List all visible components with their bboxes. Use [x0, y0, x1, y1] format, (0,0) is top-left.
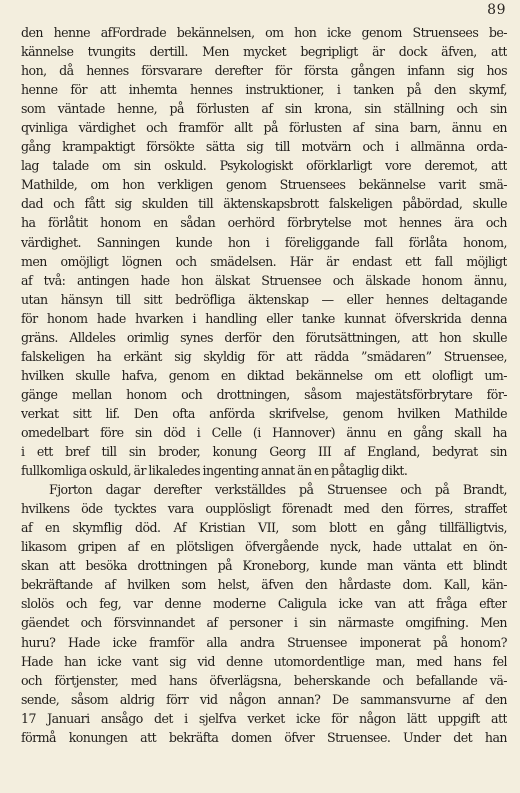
text-line: henne för att inhemta hennes instruktioner, i tanken på den skymf, [21, 82, 507, 98]
text-line: för honom hade hvarken i handling eller tanke kunnat öfverskrida denna [21, 310, 507, 326]
text-line: ha förlåtit honom en sådan oerhörd förbrytelse mot hennes ära och [21, 215, 507, 231]
body-text [21, 23, 507, 747]
text-line: gräns. Alldeles orimlig synes derför den förutsättningen, att hon skulle [21, 329, 507, 345]
text-line: dad och fått sig skulden till äktenskapsbrott falskeligen påbördad, skulle [21, 196, 507, 212]
text-line: i ett bref till sin broder, konung Georg III af England, bedyrat sin [21, 444, 507, 460]
text-line: likasom gripen af en plötsligen öfvergående nyck, hade uttalat en ön- [21, 539, 507, 555]
text-line: och förtjenster, med hans öfverlägsna, beherskande och befallande vä- [21, 672, 507, 688]
text-line: hon, då hennes försvarare derefter för första gången infann sig hos [21, 63, 507, 79]
text-line: Fjorton dagar derefter verkställdes på Struensee och på Brandt, [49, 482, 507, 498]
text-line: huru? Hade icke framför alla andra Struensee imponerat på honom? [21, 634, 507, 650]
text-line: utan hänsyn till sitt bedröfliga äktenskap — eller hennes deltagande [21, 291, 507, 307]
text-line: hvilkens öde tycktes vara oupplösligt förenadt med den förres, straffet [21, 501, 507, 517]
text-line: sende, såsom aldrig förr vid någon annan? De sammansvurne af den [21, 691, 507, 707]
text-line: af en skymflig död. Af Kristian VII, som blott en gång tillfälligtvis, [21, 520, 507, 536]
text-line: af två: antingen hade hon älskat Struensee och älskade honom ännu, [21, 272, 507, 288]
text-line: men omöjligt lögnen och smädelsen. Här är endast ett fall möjligt [21, 253, 507, 269]
text-line: den henne afFordrade bekännelsen, om hon icke genom Struensees be- [21, 25, 507, 40]
page-number: 89 [487, 2, 506, 18]
text-line: värdighet. Sanningen kunde hon i föreliggande fall förlåta honom, [21, 234, 507, 250]
text-line: qvinliga värdighet och framför allt på förlusten af sina barn, ännu en [21, 120, 507, 136]
text-line: 17 Januari ansågo det i sjelfva verket icke för någon lätt uppgift att [21, 710, 507, 726]
text-line: slolös och feg, var denne moderne Caligula icke van att fråga efter [21, 596, 507, 612]
text-line: kännelse tvungits dertill. Men mycket begripligt är dock äfven, att [21, 44, 507, 60]
text-line: förmå konungen att bekräfta domen öfver Struensee. Under det han [21, 729, 507, 745]
text-line: gång krampaktigt försökte sätta sig till motvärn och i allmänna orda- [21, 139, 507, 155]
text-line: lag talade om sin oskuld. Psykologiskt oförklarligt vore deremot, att [21, 158, 507, 174]
text-line: Hade han icke vant sig vid denne utomordentlige man, med hans fel [21, 653, 507, 669]
text-line: skan att besöka drottningen på Kroneborg, kunde man vänta ett blindt [21, 558, 507, 574]
text-line: Mathilde, om hon verkligen genom Struensees bekännelse varit smä- [21, 177, 507, 193]
text-line: fullkomliga oskuld, är likaledes ingenting annat än en påtaglig dikt. [21, 463, 408, 479]
text-line: hvilken skulle hafva, genom en diktad bekännelse om ett olofligt um- [21, 367, 507, 383]
text-line: gänge mellan honom och drottningen, såsom majestätsförbrytare för- [21, 386, 507, 402]
text-line: omedelbart före sin död i Celle (i Hannover) ännu en gång skall ha [21, 424, 507, 440]
text-line: verkat sitt lif. Den ofta anförda skrifvelse, genom hvilken Mathilde [21, 405, 507, 421]
text-line: som väntade henne, på förlusten af sin krona, sin ställning och sin [21, 101, 507, 117]
text-line: bekräftande af hvilken som helst, äfven den hårdaste dom. Kall, kän- [21, 577, 507, 593]
text-line: falskeligen ha erkänt sig skyldig för att rädda ”smädaren” Struensee, [21, 348, 507, 364]
text-line: gäendet och försvinnandet af personer i sin närmaste omgifning. Men [21, 615, 507, 631]
